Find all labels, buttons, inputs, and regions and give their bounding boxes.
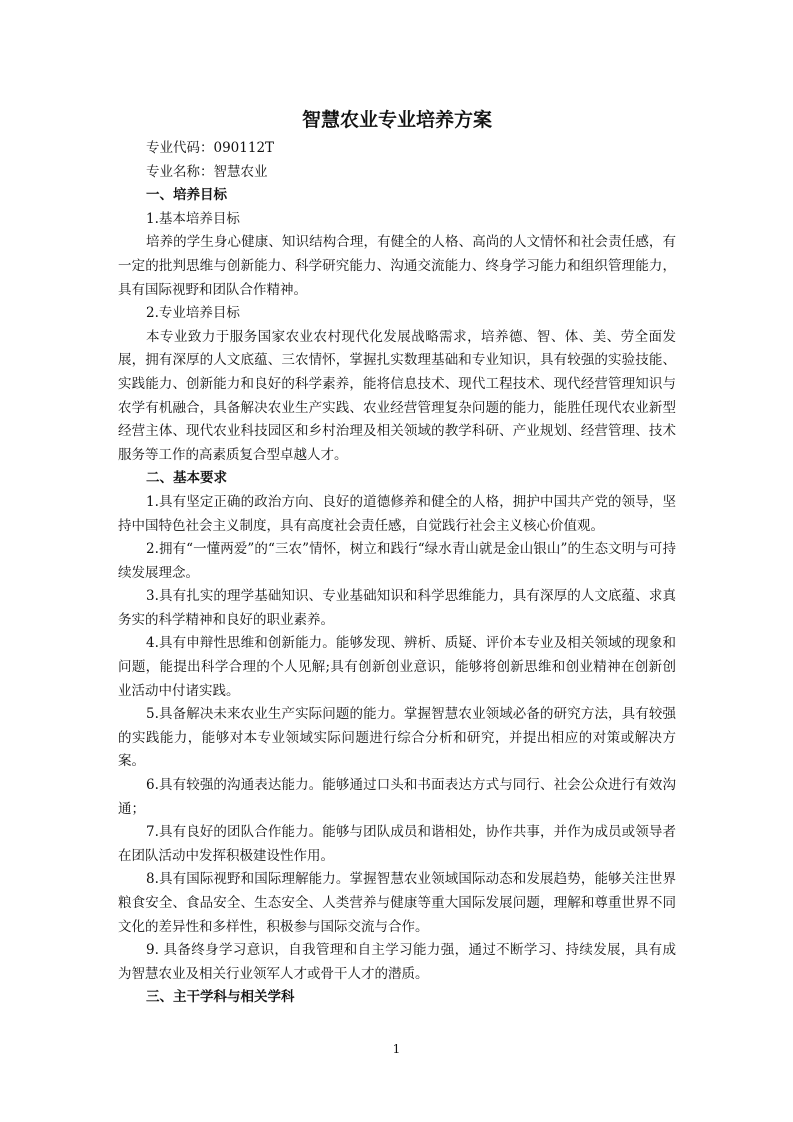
requirement-item-2: 2.拥有“一懂两爱”的“三农”情怀，树立和践行“绿水青山就是金山银山”的生态文明与可持续发展理念。 (118, 541, 676, 581)
section-heading-objectives: 一、培养目标 (146, 187, 227, 204)
paragraph-professional-objective: 本专业致力于服务国家农业农村现代化发展战略需求，培养德、智、体、美、劳全面发展，拥有深厚的人文底蕴、三农情怀，掌握扎实数理基础和专业知识，具有较强的实验技能、实践能力、创新能力和良好的科学素养，能将信息技术、现代工程技术、现代经营管理知识与农学有机融合，具备解决农业生产实践、农业经营管理复杂问题的能力，能胜任现代农业新型经营主体、现代农业科技园区和乡村治理及相关领域的教学科研、产业规划、经营管理、技术服务等工作的高素质复合型卓越人才。 (118, 328, 676, 463)
paragraph-basic-objective: 培养的学生身心健康、知识结构合理，有健全的人格、高尚的人文情怀和社会责任感，有一定的批判思维与创新能力、科学研究能力、沟通交流能力、终身学习能力和组织管理能力，具有国际视野和团队合作精神。 (118, 234, 676, 298)
requirement-item-8: 8.具有国际视野和国际理解能力。掌握智慧农业领域国际动态和发展趋势，能够关注世界粮食安全、食品安全、生态安全、人类营养与健康等重大国际发展问题，理解和尊重世界不同文化的差异性和多样性，积极参与国际交流与合作。 (118, 871, 676, 935)
section-heading-disciplines: 三、主干学科与相关学科 (146, 989, 295, 1006)
requirement-item-5: 5.具备解决未来农业生产实际问题的能力。掌握智慧农业领域必备的研究方法，具有较强的实践能力，能够对本专业领域实际问题进行综合分析和研究，并提出相应的对策或解决方案。 (118, 706, 676, 770)
requirement-item-3: 3.具有扎实的理学基础知识、专业基础知识和科学思维能力，具有深厚的人文底蕴、求真务实的科学精神和良好的职业素养。 (118, 588, 676, 628)
document-title: 智慧农业专业培养方案 (301, 109, 492, 131)
page-number: 1 (392, 1042, 401, 1056)
major-name: 专业名称：智慧农业 (146, 163, 268, 180)
document-body (118, 104, 676, 1010)
requirement-item-9: 9. 具备终身学习意识，自我管理和自主学习能力强，通过不断学习、持续发展，具有成为智慧农业及相关行业领军人才或骨干人才的潜质。 (118, 942, 676, 982)
major-code: 专业代码：090112T (146, 140, 275, 156)
section-heading-requirements: 二、基本要求 (146, 470, 227, 487)
requirement-item-1: 1.具有坚定正确的政治方向、良好的道德修养和健全的人格，拥护中国共产党的领导，坚持中国特色社会主义制度，具有高度社会责任感，自觉践行社会主义核心价值观。 (118, 493, 676, 534)
subheading-professional-objective: 2.专业培养目标 (146, 305, 240, 322)
requirement-item-6: 6.具有较强的沟通表达能力。能够通过口头和书面表达方式与同行、社会公众进行有效沟通； (118, 777, 676, 817)
requirement-item-4: 4.具有申辩性思维和创新能力。能够发现、辨析、质疑、评价本专业及相关领域的现象和问题，能提出科学合理的个人见解;具有创新创业意识，能够将创新思维和创业精神在创新创业活动中付诸实践。 (118, 635, 676, 699)
subheading-basic-objective: 1.基本培养目标 (146, 210, 240, 227)
requirement-item-7: 7.具有良好的团队合作能力。能够与团队成员和谐相处，协作共事，并作为成员或领导者在团队活动中发挥积极建设性作用。 (118, 824, 676, 864)
